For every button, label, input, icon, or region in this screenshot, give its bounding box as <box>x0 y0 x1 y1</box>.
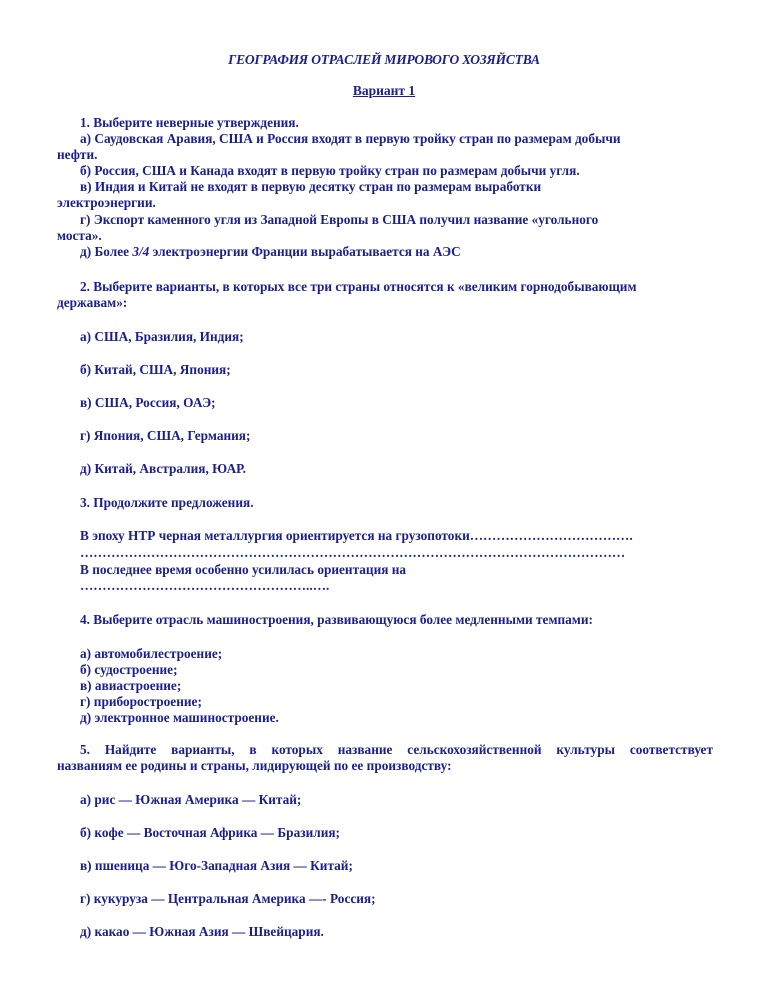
q2-option-b: б) Китай, США, Япония; <box>80 362 231 377</box>
q5-option-d: г) кукуруза — Центральная Америка —- Россия; <box>80 891 376 906</box>
q2-option-c: в) США, Россия, ОАЭ; <box>80 395 216 410</box>
q3-sentence-1: В эпоху НТР черная металлургия ориентируется на грузопотоки………………………………. <box>80 528 633 543</box>
q1-option-c-cont: электроэнергии. <box>57 195 156 210</box>
q3-sentence-2: В последнее время особенно усилилась ориентация на <box>80 562 407 577</box>
q5-heading: 5. Найдите варианты, в которых название сельскохозяйственной культуры соответствует <box>80 742 713 757</box>
q5-option-b: б) кофе — Восточная Африка — Бразилия; <box>80 825 340 840</box>
q1-option-b: б) Россия, США и Канада входят в первую тройку стран по размерам добычи угля. <box>80 163 580 178</box>
q4-option-e: д) электронное машиностроение. <box>80 710 279 725</box>
q1-option-d: г) Экспорт каменного угля из Западной Европы в США получил название «угольного <box>80 212 599 227</box>
q5-option-c: в) пшеница — Юго-Западная Азия — Китай; <box>80 858 353 873</box>
q1-heading: 1. Выберите неверные утверждения. <box>80 115 299 130</box>
q3-heading: 3. Продолжите предложения. <box>80 495 254 510</box>
q4-heading: 4. Выберите отрасль машиностроения, развивающуюся более медленными темпами: <box>80 612 593 627</box>
q3-sentence-1-blank: …………………………………………………………………………………………………………… <box>80 545 626 560</box>
q4-option-a: а) автомобилестроение; <box>80 646 223 661</box>
q1-option-a-cont: нефти. <box>57 147 98 162</box>
q2-heading: 2. Выберите варианты, в которых все три страны относятся к «великим горнодобывающим <box>80 279 637 294</box>
q4-option-b: б) судостроение; <box>80 662 178 677</box>
q5-option-a: а) рис — Южная Америка — Китай; <box>80 792 302 807</box>
q2-option-a: а) США, Бразилия, Индия; <box>80 329 244 344</box>
q2-heading-cont: державам»: <box>57 295 128 310</box>
q1-option-a: а) Саудовская Аравия, США и Россия входят в первую тройку стран по размерам добычи <box>80 131 621 146</box>
q1-option-d-cont: моста». <box>57 228 102 243</box>
q2-option-d: г) Япония, США, Германия; <box>80 428 251 443</box>
q4-option-c: в) авиастроение; <box>80 678 182 693</box>
q5-option-e: д) какао — Южная Азия — Швейцария. <box>80 924 324 939</box>
q5-heading-cont: названиям ее родины и страны, лидирующей по ее производству: <box>57 758 452 773</box>
q2-option-e: д) Китай, Австралия, ЮАР. <box>80 461 246 476</box>
q4-option-d: г) приборостроение; <box>80 694 202 709</box>
q1-option-e: д) Более 3/4 электроэнергии Франции вырабатывается на АЭС <box>80 244 461 259</box>
variant-label: Вариант 1 <box>352 83 416 98</box>
page-title: ГЕОГРАФИЯ ОТРАСЛЕЙ МИРОВОГО ХОЗЯЙСТВА <box>228 52 540 67</box>
q3-sentence-2-blank: ……………………………………………..…. <box>80 578 330 593</box>
q1-option-c: в) Индия и Китай не входят в первую десятку стран по размерам выработки <box>80 179 542 194</box>
